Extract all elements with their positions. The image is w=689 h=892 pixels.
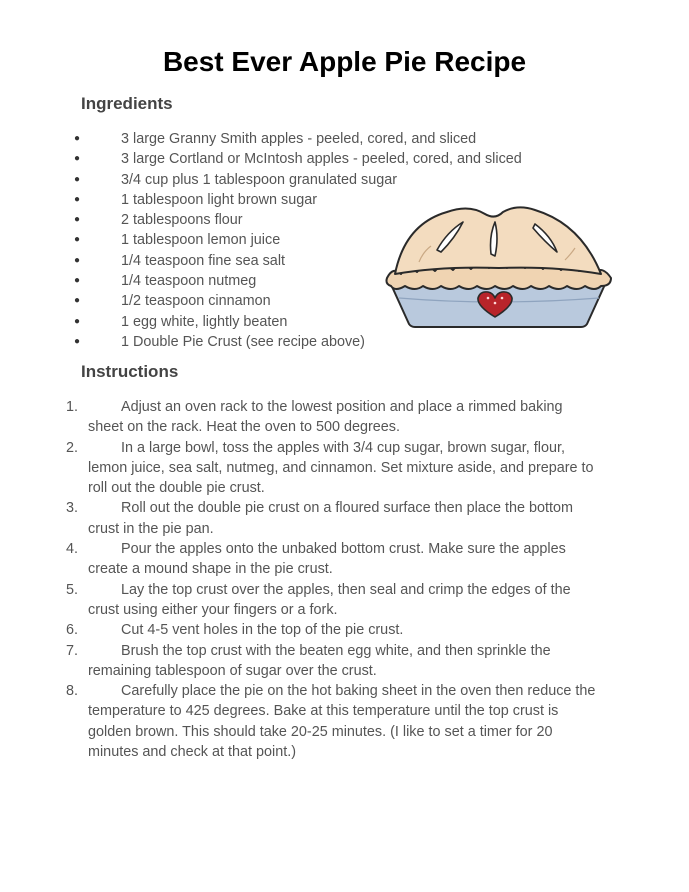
ingredient-text: 3/4 cup plus 1 tablespoon granulated sugar <box>121 171 398 188</box>
step-text: Pour the apples onto the unbaked bottom crust. Make sure the apples create a mound shape in the pie crust. <box>88 541 566 578</box>
ingredient-text: 1 Double Pie Crust (see recipe above) <box>121 333 365 350</box>
bullet-icon: ● <box>74 214 81 226</box>
bullet-icon: ● <box>74 254 81 266</box>
bullet-icon: ● <box>74 133 81 144</box>
apple-pie-illustration-icon <box>385 202 613 330</box>
instruction-step <box>0 438 689 499</box>
step-number: 7. <box>66 642 79 659</box>
ingredient-text: 1 tablespoon light brown sugar <box>121 191 318 208</box>
bullet-icon: ● <box>74 153 81 165</box>
instruction-step <box>0 539 689 580</box>
instruction-step <box>0 641 689 682</box>
bullet-icon: ● <box>74 173 81 185</box>
ingredient-text: 1 tablespoon lemon juice <box>121 232 281 249</box>
ingredients-heading: Ingredients <box>81 94 173 113</box>
bullet-icon: ● <box>74 234 81 246</box>
ingredient-text: 2 tablespoons flour <box>121 212 243 229</box>
bullet-icon: ● <box>74 335 81 347</box>
bullet-icon: ● <box>74 315 81 327</box>
step-number: 1. <box>66 399 79 415</box>
page-title: Best Ever Apple Pie Recipe <box>162 46 527 77</box>
ingredient-text: 1/4 teaspoon fine sea salt <box>121 252 286 269</box>
step-text: In a large bowl, toss the apples with 3/4 cup sugar, brown sugar, flour, lemon juice, sea salt, nutmeg, and cinnamon. Set mixture aside, and prepare to roll out the double pie crust. <box>88 439 594 497</box>
instruction-step <box>0 397 689 438</box>
instructions-heading: Instructions <box>81 362 179 381</box>
instructions-list <box>0 397 689 762</box>
step-number: 3. <box>66 500 79 517</box>
bullet-icon: ● <box>74 275 81 287</box>
step-text: Carefully place the pie on the hot baking sheet in the oven then reduce the temperature to 425 degrees. Bake at this temperature until the top crust is golden brown. This should take 20-25 minutes. (I like to set a timer for 20 minutes and check at that point.) <box>88 683 596 761</box>
step-number: 8. <box>66 683 79 700</box>
instruction-step <box>0 580 689 621</box>
step-text: Lay the top crust over the apples, then seal and crimp the edges of the crust using either your fingers or a fork. <box>88 581 571 618</box>
ingredient-text: 3 large Cortland or McIntosh apples - peeled, cored, and sliced <box>121 151 522 168</box>
step-text: Roll out the double pie crust on a floured surface then place the bottom crust in the pie pan. <box>88 500 573 537</box>
instruction-step <box>0 681 689 762</box>
instruction-step <box>0 620 689 640</box>
step-number: 5. <box>66 581 79 598</box>
ingredient-text: 3 large Granny Smith apples - peeled, cored, and sliced <box>121 131 477 147</box>
bullet-icon: ● <box>74 295 81 307</box>
ingredient-text: 1/2 teaspoon cinnamon <box>121 293 271 310</box>
step-text: Brush the top crust with the beaten egg white, and then sprinkle the remaining tablespoon of sugar over the crust. <box>88 642 551 679</box>
step-number: 2. <box>66 439 79 456</box>
ingredient-text: 1/4 teaspoon nutmeg <box>121 273 257 290</box>
step-number: 4. <box>66 541 79 558</box>
instruction-step <box>0 498 689 539</box>
ingredient-text: 1 egg white, lightly beaten <box>121 313 288 330</box>
step-text: Cut 4-5 vent holes in the top of the pie crust. <box>121 622 404 639</box>
step-number: 6. <box>66 622 79 639</box>
step-text: Adjust an oven rack to the lowest position and place a rimmed baking sheet on the rack. Heat the oven to 500 degrees. <box>88 399 563 436</box>
bullet-icon: ● <box>74 193 81 205</box>
